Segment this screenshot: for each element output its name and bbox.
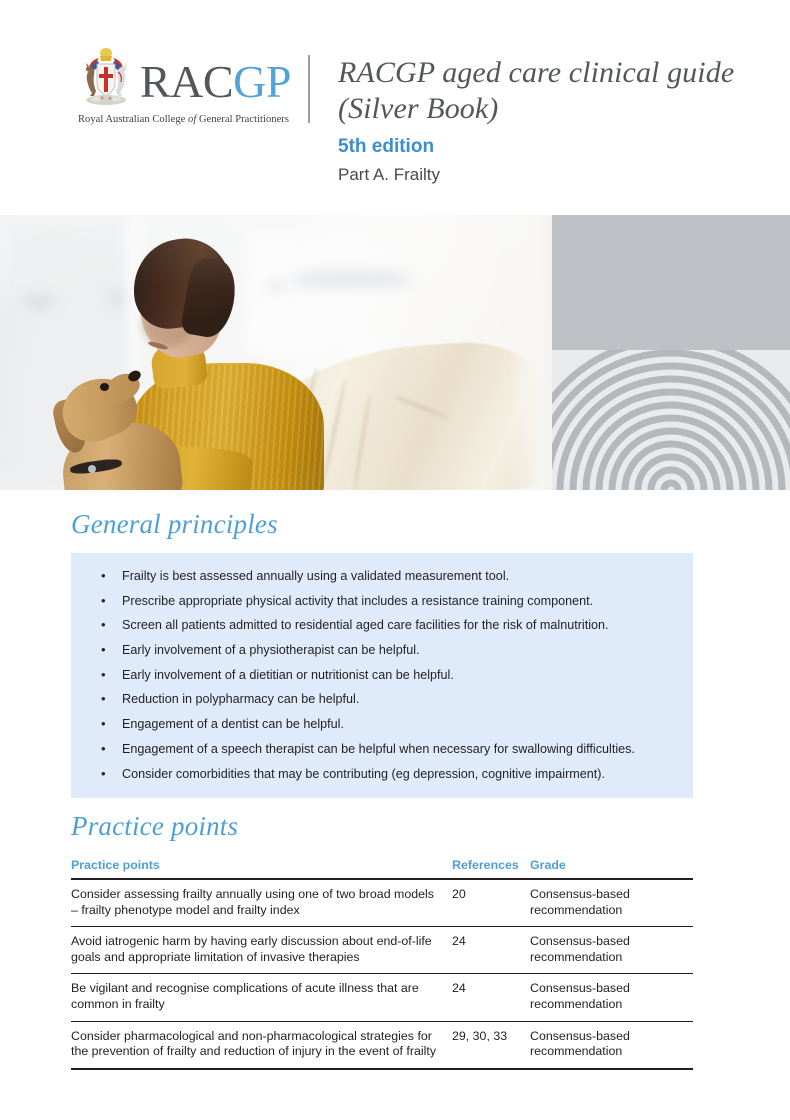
practice-points-heading: Practice points bbox=[71, 811, 239, 841]
cell-grade: Consensus-based recommendation bbox=[530, 974, 693, 1021]
list-item: • Frailty is best assessed annually using a validated measurement tool. bbox=[93, 569, 671, 584]
title-block bbox=[338, 55, 738, 185]
photo-background-blur bbox=[110, 289, 122, 309]
racgp-brand-lockup bbox=[78, 46, 292, 126]
table-row bbox=[71, 927, 693, 974]
general-principles-list bbox=[93, 569, 671, 782]
cell-grade: Consensus-based recommendation bbox=[530, 927, 693, 974]
list-item: • Engagement of a dentist can be helpful. bbox=[93, 717, 671, 732]
racgp-full-name-of: of bbox=[188, 114, 197, 125]
table-row bbox=[71, 1021, 693, 1069]
part-label: Part A. Frailty bbox=[338, 165, 441, 184]
hero-banner bbox=[0, 215, 790, 490]
table-header-row bbox=[71, 858, 693, 879]
cell-practice-point: Consider assessing frailty annually using one of two broad models – frailty phenotype model and frailty index bbox=[71, 879, 452, 927]
hero-photo bbox=[0, 215, 552, 490]
list-item: • Reduction in polypharmacy can be helpful. bbox=[93, 692, 671, 707]
page-title: RACGP aged care clinical guide (Silver Book) bbox=[338, 56, 735, 125]
cell-grade: Consensus-based recommendation bbox=[530, 879, 693, 927]
racgp-full-name-pre: Royal Australian College bbox=[78, 114, 189, 125]
list-item: • Engagement of a speech therapist can be helpful when necessary for swallowing difficulties. bbox=[93, 742, 671, 757]
racgp-coat-of-arms-icon bbox=[78, 46, 134, 108]
photo-background-blur bbox=[22, 297, 54, 306]
racgp-wordmark-accent: GP bbox=[233, 56, 291, 107]
cell-practice-point: Be vigilant and recognise complications of acute illness that are common in frailty bbox=[71, 974, 452, 1021]
photo-background-blur bbox=[292, 271, 410, 287]
list-item: • Screen all patients admitted to residential aged care facilities for the risk of malnutrition. bbox=[93, 618, 671, 633]
cell-references: 24 bbox=[452, 974, 530, 1021]
photo-dog-eye bbox=[100, 383, 109, 391]
racgp-full-name bbox=[78, 114, 292, 126]
table-row bbox=[71, 879, 693, 927]
cell-references: 20 bbox=[452, 879, 530, 927]
cell-practice-point: Avoid iatrogenic harm by having early discussion about end-of-life goals and appropriate limitation of invasive therapies bbox=[71, 927, 452, 974]
cell-references: 24 bbox=[452, 927, 530, 974]
list-item: • Prescribe appropriate physical activity that includes a resistance training component. bbox=[93, 594, 671, 609]
list-item: • Early involvement of a physiotherapist can be helpful. bbox=[93, 643, 671, 658]
photo-background-panel bbox=[246, 233, 376, 353]
document-header bbox=[0, 0, 790, 215]
photo-background-blur bbox=[268, 281, 286, 291]
general-principles-heading: General principles bbox=[71, 509, 278, 539]
cell-grade: Consensus-based recommendation bbox=[530, 1021, 693, 1069]
racgp-full-name-post: General Practitioners bbox=[196, 114, 289, 125]
hero-panel-solid-block bbox=[552, 215, 790, 350]
column-header-references: References bbox=[452, 858, 530, 879]
cell-practice-point: Consider pharmacological and non-pharmacological strategies for the prevention of frailty and reduction of injury in the event of frailty bbox=[71, 1021, 452, 1069]
edition-label: 5th edition bbox=[338, 136, 435, 157]
practice-points-table bbox=[71, 858, 693, 1070]
concentric-arcs-icon bbox=[552, 350, 790, 490]
list-item: • Early involvement of a dietitian or nutritionist can be helpful. bbox=[93, 668, 671, 683]
general-principles-box bbox=[71, 553, 693, 798]
hero-decorative-panel bbox=[552, 215, 790, 490]
table-row bbox=[71, 974, 693, 1021]
column-header-practice-points: Practice points bbox=[71, 858, 452, 879]
column-header-grade: Grade bbox=[530, 858, 693, 879]
list-item: • Consider comorbidities that may be contributing (eg depression, cognitive impairment). bbox=[93, 767, 671, 782]
racgp-wordmark bbox=[140, 56, 291, 108]
cell-references: 29, 30, 33 bbox=[452, 1021, 530, 1069]
photo-dog-collar-tag bbox=[88, 465, 96, 473]
racgp-wordmark-dark: RAC bbox=[140, 56, 234, 107]
header-divider bbox=[308, 55, 310, 123]
